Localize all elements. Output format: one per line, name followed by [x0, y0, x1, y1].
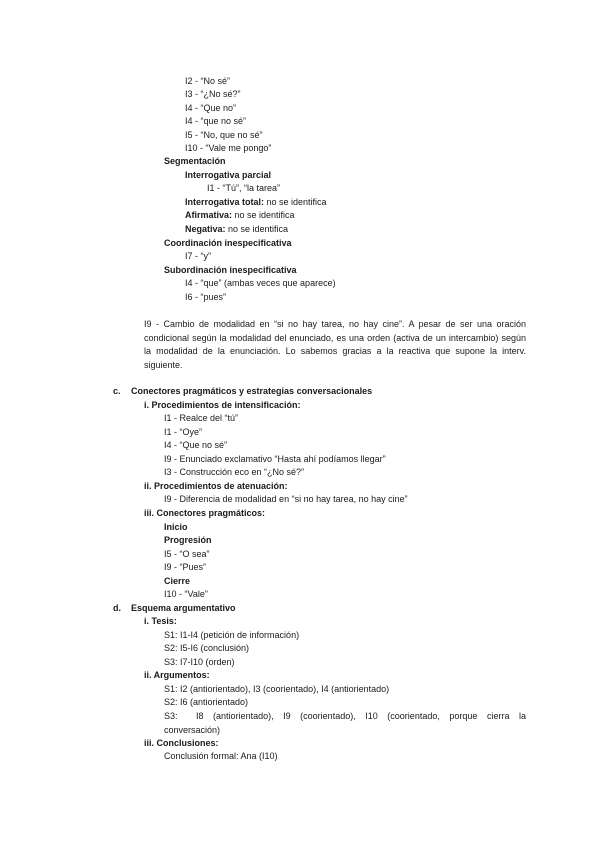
list-item: I9 - Enunciado exclamativo “Hasta ahí podíamos llegar” — [164, 454, 386, 464]
section-d-label: d. — [113, 603, 121, 613]
interrogativa-parcial-heading: Interrogativa parcial — [185, 170, 272, 180]
list-item: I4 - “que” (ambas veces que aparece) — [185, 278, 336, 288]
list-item: I4 - “Que no” — [185, 103, 237, 113]
list-item: I4 - “Que no sé” — [164, 440, 228, 450]
negativa-value: no se identifica — [225, 224, 289, 234]
list-item: I4 - “que no sé” — [185, 116, 247, 126]
negativa-line — [185, 223, 288, 235]
list-item: S1: I1-I4 (petición de información) — [164, 630, 300, 640]
segmentacion-heading: Segmentación — [164, 156, 226, 166]
section-c-label: c. — [113, 386, 121, 396]
list-item: I3 - “¿No sé?” — [185, 89, 241, 99]
conectores-heading: iii. Conectores pragmáticos: — [144, 508, 266, 518]
section-d-title: Esquema argumentativo — [131, 603, 236, 613]
tesis-heading: i. Tesis: — [144, 616, 177, 626]
list-item: I5 - “O sea” — [164, 549, 210, 559]
list-item: Conclusión formal: Ana (I10) — [164, 751, 278, 761]
list-item: I1 - “Tú”, “la tarea” — [207, 183, 281, 193]
list-item: I10 - “Vale me pongo” — [185, 143, 272, 153]
interrogativa-total-label: Interrogativa total: — [185, 197, 265, 207]
list-item: I9 - “Pues” — [164, 562, 207, 572]
afirmativa-value: no se identifica — [232, 210, 295, 220]
interrogativa-total-line — [185, 196, 327, 208]
analysis-paragraph: I9 - Cambio de modalidad en “si no hay tarea, no hay cine”. A pesar de ser una oración condicional según la modalidad del enunciado, es una orden (activa de un intercambio) según la modalidad de la enunciación. Lo sabemos gracias a la reactiva que supone la interv. siguiente. — [144, 319, 526, 370]
list-item: I7 - “y” — [185, 251, 211, 261]
list-item: I2 - “No sé” — [185, 76, 231, 86]
list-item: I9 - Diferencia de modalidad en “si no hay tarea, no hay cine” — [164, 494, 408, 504]
negativa-label: Negativa: — [185, 224, 226, 234]
s3-text: I8 (antiorientado), I9 (coorientado), I10 (coorientado, porque cierra la conversación) — [164, 711, 526, 735]
argumentos-s3 — [164, 710, 526, 737]
argumentos-heading: ii. Argumentos: — [144, 670, 210, 680]
list-item: S2: I5-I6 (conclusión) — [164, 643, 250, 653]
list-item: I3 - Construcción eco en “¿No sé?” — [164, 467, 305, 477]
list-item: S2: I6 (antiorientado) — [164, 697, 249, 707]
progresion-heading: Progresión — [164, 535, 212, 545]
afirmativa-label: Afirmativa: — [185, 210, 233, 220]
atenuacion-heading: ii. Procedimientos de atenuación: — [144, 481, 288, 491]
coordinacion-heading: Coordinación inespecificativa — [164, 238, 292, 248]
list-item: I5 - “No, que no sé” — [185, 130, 263, 140]
cierre-heading: Cierre — [164, 576, 191, 586]
list-item: S1: I2 (antiorientado), I3 (coorientado), I4 (antiorientado) — [164, 684, 390, 694]
list-item: S3: I7-I10 (orden) — [164, 657, 235, 667]
list-item: I1 - “Oye” — [164, 427, 203, 437]
list-item: I10 - “Vale” — [164, 589, 208, 599]
intensificacion-heading: i. Procedimientos de intensificación: — [144, 400, 301, 410]
inicio-heading: Inicio — [164, 522, 188, 532]
subordinacion-heading: Subordinación inespecificativa — [164, 265, 297, 275]
afirmativa-line — [185, 209, 295, 221]
list-item: I1 - Realce del “tú” — [164, 413, 239, 423]
conclusiones-heading: iii. Conclusiones: — [144, 738, 219, 748]
s3-label: S3: — [164, 711, 178, 721]
interrogativa-total-value: no se identifica — [264, 197, 327, 207]
section-c-title: Conectores pragmáticos y estrategias conversacionales — [131, 386, 373, 396]
list-item: I6 - “pues” — [185, 292, 227, 302]
